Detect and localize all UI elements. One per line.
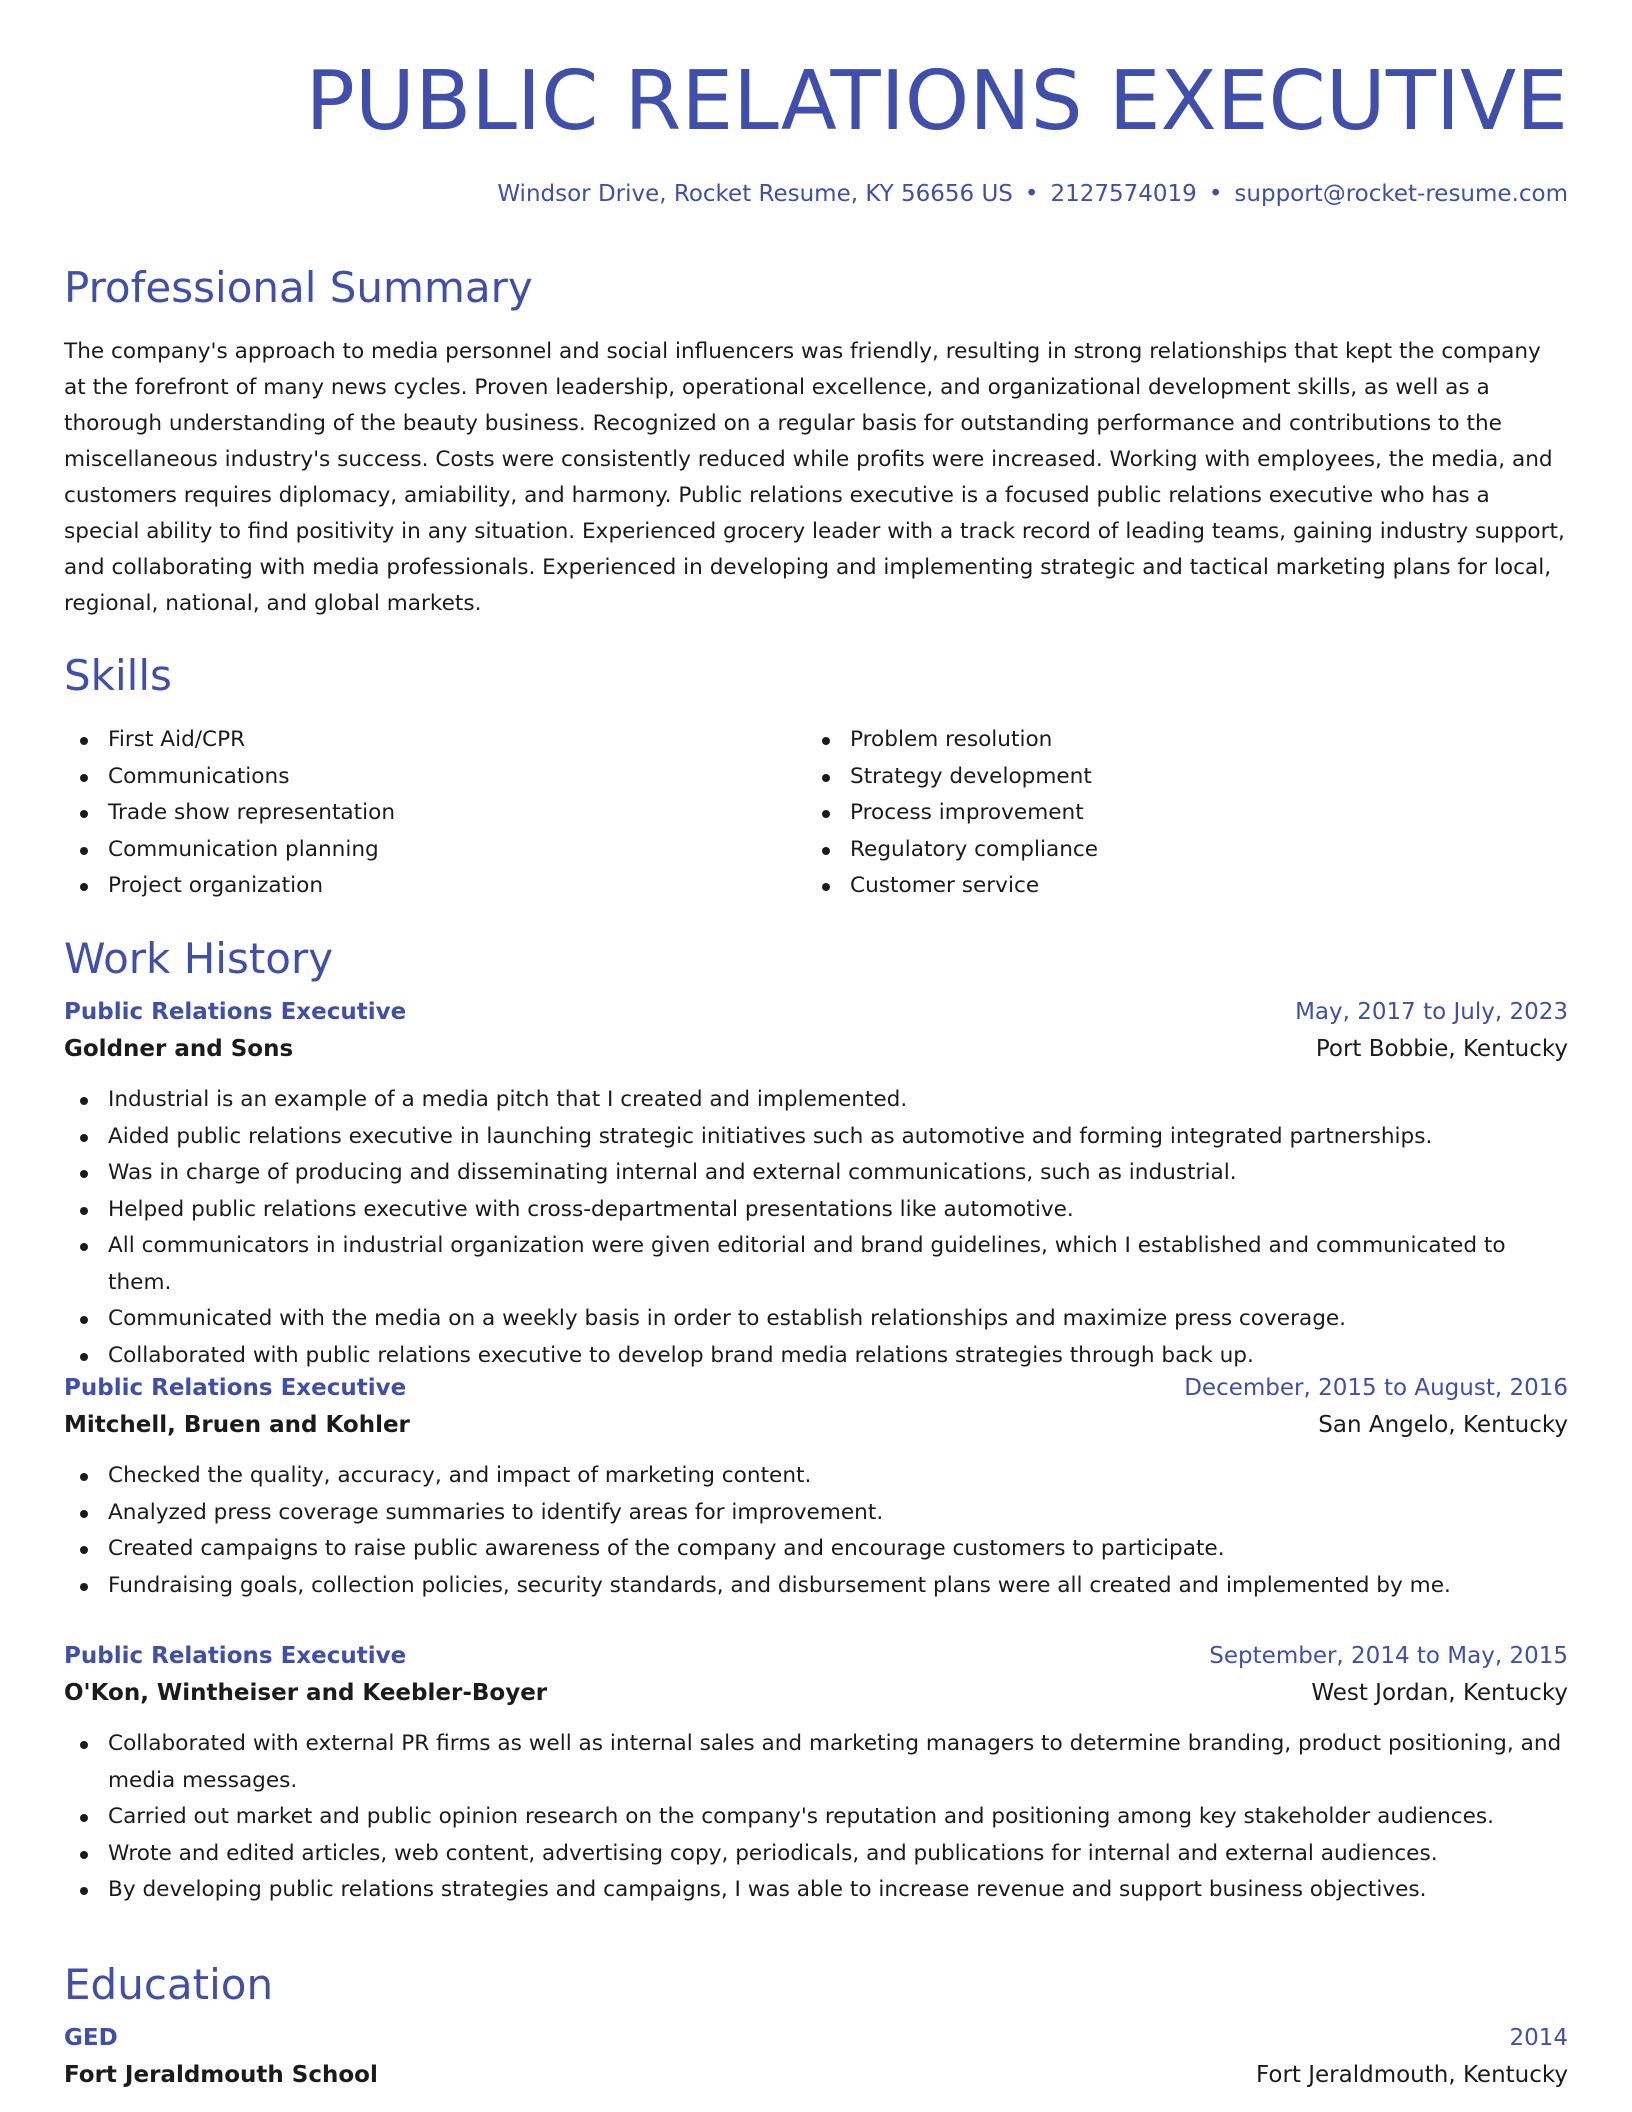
job-header-row xyxy=(64,994,1568,1030)
job-company: Mitchell, Bruen and Kohler xyxy=(64,1412,410,1438)
job-entry xyxy=(64,1370,1568,1604)
job-bullet: Fundraising goals, collection policies, security standards, and disbursement plans were all created and implemented by me. xyxy=(64,1568,1568,1605)
job-bullet: Collaborated with public relations executive to develop brand media relations strategies through back up. xyxy=(64,1338,1568,1375)
job-entry xyxy=(64,994,1568,1374)
job-company: Goldner and Sons xyxy=(64,1036,294,1062)
skill-item: Project organization xyxy=(64,868,806,905)
job-location: Port Bobbie, Kentucky xyxy=(1315,1036,1568,1062)
job-entry xyxy=(64,1638,1568,1909)
skill-item: First Aid/CPR xyxy=(64,722,806,759)
job-dates: September, 2014 to May, 2015 xyxy=(1209,1643,1568,1669)
job-company-row xyxy=(64,1674,1568,1712)
job-location: San Angelo, Kentucky xyxy=(1318,1412,1568,1438)
job-bullet: Industrial is an example of a media pitch that I created and implemented. xyxy=(64,1082,1568,1119)
skills-column-left xyxy=(64,722,806,905)
job-header-row xyxy=(64,1370,1568,1406)
skill-item: Process improvement xyxy=(806,795,1548,832)
contact-phone: 2127574019 xyxy=(1050,181,1197,207)
education-school: Fort Jeraldmouth School xyxy=(64,2062,378,2088)
job-bullet: Communicated with the media on a weekly basis in order to establish relationships and maximize press coverage. xyxy=(64,1301,1568,1338)
job-bullet: Analyzed press coverage summaries to identify areas for improvement. xyxy=(64,1495,1568,1532)
job-bullet: Helped public relations executive with cross-departmental presentations like automotive. xyxy=(64,1192,1568,1229)
education-entry xyxy=(64,2020,1568,2094)
contact-email[interactable]: support@rocket-resume.com xyxy=(1234,181,1568,207)
skill-item: Strategy development xyxy=(806,759,1548,796)
job-dates: May, 2017 to July, 2023 xyxy=(1295,999,1568,1025)
job-bullet: Created campaigns to raise public awareness of the company and encourage customers to participate. xyxy=(64,1531,1568,1568)
skill-item: Problem resolution xyxy=(806,722,1548,759)
job-bullet: By developing public relations strategies and campaigns, I was able to increase revenue and support business objectives. xyxy=(64,1872,1568,1909)
skill-item: Customer service xyxy=(806,868,1548,905)
job-bullet: All communicators in industrial organization were given editorial and brand guidelines, which I established and communicated to them. xyxy=(64,1228,1568,1301)
job-dates: December, 2015 to August, 2016 xyxy=(1184,1375,1568,1401)
job-bullet: Checked the quality, accuracy, and impact of marketing content. xyxy=(64,1458,1568,1495)
contact-separator: • xyxy=(1208,181,1223,207)
summary-heading: Professional Summary xyxy=(64,263,533,312)
skill-item: Communication planning xyxy=(64,832,806,869)
job-role: Public Relations Executive xyxy=(64,1375,407,1401)
summary-text: The company's approach to media personnel and social influencers was friendly, resulting in strong relationships that kept the company at the forefront of many news cycles. Proven leadership, operational excellence, and organizational development skills, as well as a thorough understanding of the beauty business. Recognized on a regular basis for outstanding performance and contributions to the miscellaneous industry's success. Costs were consistently reduced while profits were increased. Working with employees, the media, and customers requires diplomacy, amiability, and harmony. Public relations executive is a focused public relations executive who has a special ability to find positivity in any situation. Experienced grocery leader with a track record of leading teams, gaining industry support, and collaborating with media professionals. Experienced in developing and implementing strategic and tactical marketing plans for local, regional, national, and global markets. xyxy=(64,339,1565,616)
job-bullets xyxy=(64,1726,1568,1909)
education-location: Fort Jeraldmouth, Kentucky xyxy=(1255,2062,1568,2088)
job-bullet: Collaborated with external PR firms as well as internal sales and marketing managers to determine branding, product positioning, and media messages. xyxy=(64,1726,1568,1799)
education-heading: Education xyxy=(64,1960,274,2009)
education-degree: GED xyxy=(64,2025,118,2051)
job-bullet: Aided public relations executive in launching strategic initiatives such as automotive and forming integrated partnerships. xyxy=(64,1119,1568,1156)
contact-separator: • xyxy=(1024,181,1039,207)
education-year: 2014 xyxy=(1509,2025,1568,2051)
skills-column-right xyxy=(806,722,1548,905)
job-company-row xyxy=(64,1406,1568,1444)
skill-item: Regulatory compliance xyxy=(806,832,1548,869)
skill-item: Trade show representation xyxy=(64,795,806,832)
job-bullet: Wrote and edited articles, web content, advertising copy, periodicals, and publications for internal and external audiences. xyxy=(64,1836,1568,1873)
contact-address: Windsor Drive, Rocket Resume, KY 56656 US xyxy=(497,181,1013,207)
job-role: Public Relations Executive xyxy=(64,1643,407,1669)
job-bullet: Carried out market and public opinion research on the company's reputation and positioning among key stakeholder audiences. xyxy=(64,1799,1568,1836)
education-school-row xyxy=(64,2056,1568,2094)
job-bullet: Was in charge of producing and disseminating internal and external communications, such as industrial. xyxy=(64,1155,1568,1192)
resume-title: PUBLIC RELATIONS EXECUTIVE xyxy=(305,54,1568,149)
education-header-row xyxy=(64,2020,1568,2056)
job-company: O'Kon, Wintheiser and Keebler-Boyer xyxy=(64,1680,548,1706)
job-bullets xyxy=(64,1458,1568,1604)
skills-list xyxy=(64,722,1568,905)
skill-item: Communications xyxy=(64,759,806,796)
job-header-row xyxy=(64,1638,1568,1674)
job-role: Public Relations Executive xyxy=(64,999,407,1025)
job-bullets xyxy=(64,1082,1568,1374)
skills-heading: Skills xyxy=(64,651,172,700)
job-location: West Jordan, Kentucky xyxy=(1311,1680,1568,1706)
work-history-heading: Work History xyxy=(64,934,334,983)
job-company-row xyxy=(64,1030,1568,1068)
contact-line xyxy=(497,178,1568,210)
